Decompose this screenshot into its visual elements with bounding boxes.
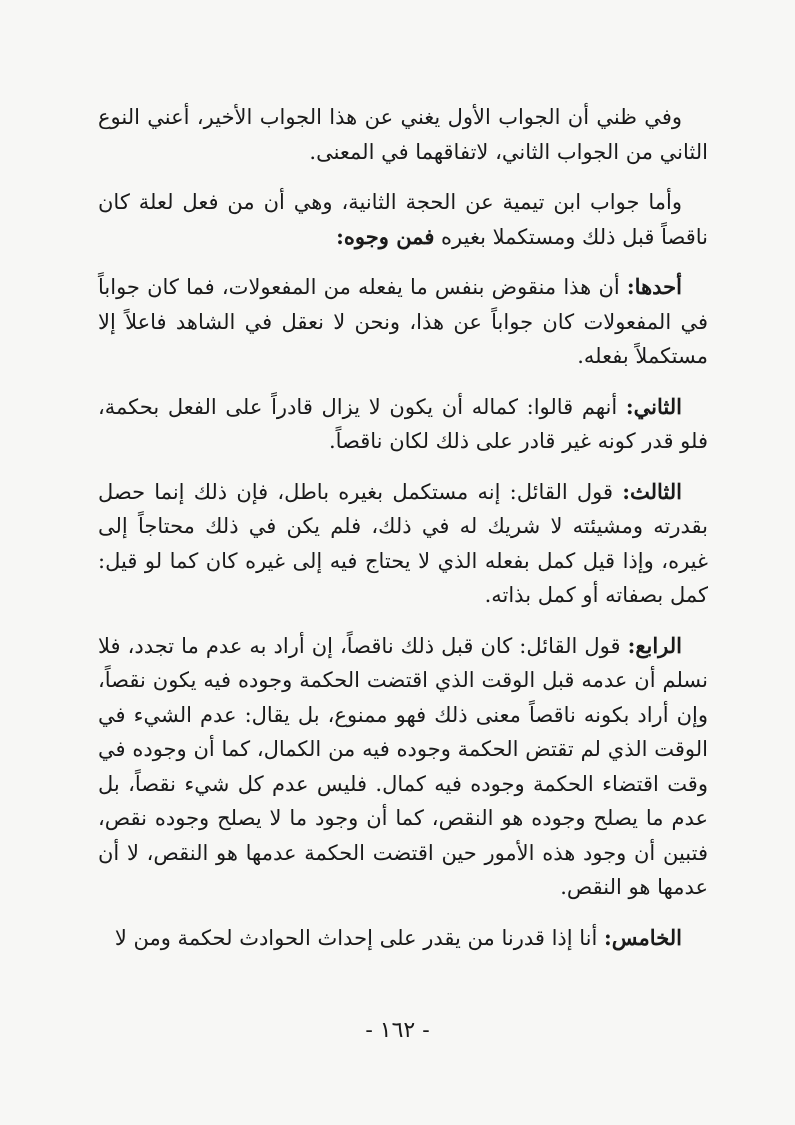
paragraph-7	[98, 921, 708, 956]
paragraph-lead: الثاني:	[625, 393, 682, 419]
paragraph-text: أنهم قالوا: كماله أن يكون لا يزال قادراً على الفعل بحكمة، فلو قدر كونه غير قادر على ذلك لكان ناقصاً.	[98, 394, 708, 453]
paragraph-text: قول القائل: كان قبل ذلك ناقصاً، إن أراد به عدم ما تجدد، فلا نسلم أن عدمه قبل الوقت الذي اقتضت الحكمة وجوده فيه يكون نقصاً، وإن أراد بكونه ناقصاً معنى ذلك فهو ممنوع، بل يقال: عدم الشيء في الوقت الذي لم تقتض الحكمة وجوده فيه من الكمال، كما أن وجوده في وقت اقتضاء الحكمة وجوده فيه كمال. فليس عدم كل شيء نقصاً، بل عدم ما يصلح وجوده هو النقص، كما أن وجود ما لا يصلح وجوده نقص، فتبين أن وجود هذه الأمور حين اقتضت الحكمة عدمها هو النقص، لا أن عدمها هو النقص.	[98, 633, 708, 899]
paragraph-3	[98, 270, 708, 374]
paragraph-emphasis: فمن وجوه:	[336, 223, 435, 249]
page-body	[98, 100, 708, 971]
paragraph-2	[98, 185, 708, 254]
paragraph-1	[98, 100, 708, 169]
paragraph-text: وفي ظني أن الجواب الأول يغني عن هذا الجواب الأخير، أعني النوع الثاني من الجواب الثاني، لاتفاقهما في المعنى.	[98, 105, 708, 164]
paragraph-lead: الثالث:	[622, 478, 682, 504]
paragraph-text: قول القائل: إنه مستكمل بغيره باطل، فإن ذلك إنما حصل بقدرته ومشيئته لا شريك له في ذلك، فلم يكن في ذلك محتاجاً إلى غيره، وإذا قيل كمل بفعله الذي لا يحتاج فيه إلى غيره كان كما لو قيل: كمل بصفاته أو كمل بذاته.	[98, 479, 708, 607]
paragraph-lead: أحدها:	[626, 274, 682, 299]
paragraph-4	[98, 390, 708, 459]
paragraph-lead: الرابع:	[627, 632, 682, 658]
paragraph-text: وأما جواب ابن تيمية عن الحجة الثانية، وهي أن من فعل لعلة كان ناقصاً قبل ذلك ومستكملا بغيره	[98, 190, 708, 249]
paragraph-6	[98, 629, 708, 905]
paragraph-5	[98, 475, 708, 613]
paragraph-text: أن هذا منقوض بنفس ما يفعله من المفعولات، فما كان جواباً في المفعولات كان جواباً عن هذا، ونحن لا نعقل في الشاهد فاعلاً إلا مستكملاً بفعله.	[98, 275, 708, 368]
paragraph-text: أنا إذا قدرنا من يقدر على إحداث الحوادث لحكمة ومن لا	[114, 925, 605, 950]
page-number: - ١٦٢ -	[365, 1018, 430, 1043]
paragraph-lead: الخامس:	[604, 924, 682, 950]
